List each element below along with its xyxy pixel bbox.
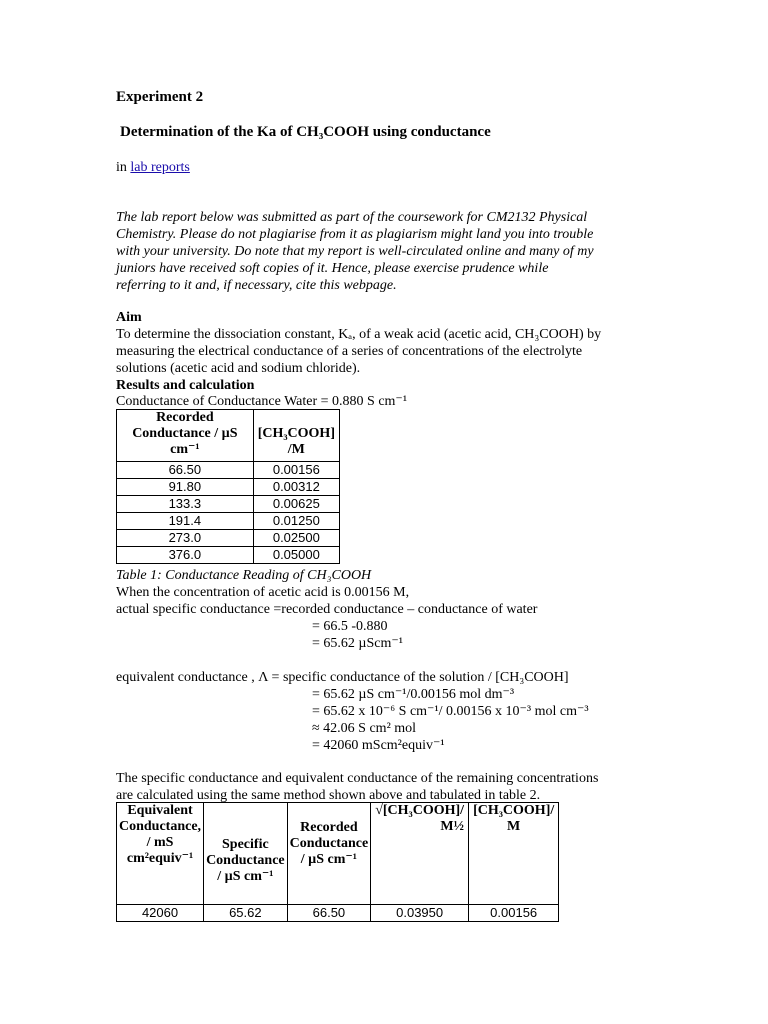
calc-equivalent-step: ≈ 42.06 S cm² mol <box>312 721 417 736</box>
table1-header-conductance: Recorded Conductance / µS cm⁻¹ <box>117 410 254 462</box>
disclaimer-line: Chemistry. Please do not plagiarise from it as plagiarism might land you into trouble <box>116 227 594 242</box>
disclaimer-line: referring to it and, if necessary, cite this webpage. <box>116 278 397 293</box>
category-prefix: in <box>116 160 127 175</box>
disclaimer-line: juniors have received soft copies of it. Hence, please exercise prudence while <box>116 261 549 276</box>
calc-equivalent-step: = 65.62 µS cm⁻¹/0.00156 mol dm⁻³ <box>312 687 515 702</box>
table-row: 66.50 0.00156 <box>117 462 340 479</box>
calc-equivalent-step: = 42060 mScm²equiv⁻¹ <box>312 738 445 753</box>
page-title: Experiment 2 <box>116 89 204 105</box>
disclaimer-line: with your university. Do note that my report is well-circulated online and many of my <box>116 244 594 259</box>
table1-caption: Table 1: Conductance Reading of CH₃COOH <box>116 568 372 583</box>
disclaimer-line: The lab report below was submitted as part of the coursework for CM2132 Physical <box>116 210 588 225</box>
aim-line: To determine the dissociation constant, Kₐ, of a weak acid (acetic acid, CH₃COOH) by <box>116 327 602 342</box>
conductance-table <box>116 409 340 564</box>
aim-line: solutions (acetic acid and sodium chloride). <box>116 361 361 376</box>
table-row: 91.80 0.00312 <box>117 479 340 496</box>
calc-step: = 66.5 -0.880 <box>312 619 388 634</box>
category-line <box>116 159 190 176</box>
table-row: 273.0 0.02500 <box>117 530 340 547</box>
calc-equivalent: equivalent conductance , Λ = specific conductance of the solution / [CH₃COOH] <box>116 670 569 685</box>
page-subtitle: Determination of the Ka of CH₃COOH using conductance <box>120 124 491 140</box>
calc-intro: When the concentration of acetic acid is 0.00156 M, <box>116 585 410 600</box>
table2-header-concentration: [CH₃COOH]/ M <box>469 803 559 905</box>
table-row: 133.3 0.00625 <box>117 496 340 513</box>
calc-actual: actual specific conductance =recorded conductance – conductance of water <box>116 602 538 617</box>
table2-header-specific: Specific Conductance / µS cm⁻¹ <box>204 803 288 905</box>
table-row: 191.4 0.01250 <box>117 513 340 530</box>
calc-step: = 65.62 µScm⁻¹ <box>312 636 403 651</box>
lab-reports-link[interactable]: lab reports <box>130 160 190 175</box>
calc-equivalent-step: = 65.62 x 10⁻⁶ S cm⁻¹/ 0.00156 x 10⁻³ mol cm⁻³ <box>312 704 589 719</box>
remaining-line: The specific conductance and equivalent conductance of the remaining concentrations <box>116 771 599 786</box>
results-heading: Results and calculation <box>116 378 255 393</box>
aim-heading: Aim <box>116 310 142 325</box>
aim-line: measuring the electrical conductance of a series of concentrations of the electrolyte <box>116 344 583 359</box>
table-row: 376.0 0.05000 <box>117 547 340 564</box>
table-row: 42060 65.62 66.50 0.03950 0.00156 <box>117 905 559 922</box>
equivalent-conductance-table <box>116 802 559 922</box>
table2-header-sqrt-concentration: √[CH₃COOH]/ M½ <box>371 803 469 905</box>
table2-header-equivalent: Equivalent Conductance, / mS cm²equiv⁻¹ <box>117 803 204 905</box>
table2-header-recorded: Recorded Conductance / µS cm⁻¹ <box>287 803 371 905</box>
water-conductance-line: Conductance of Conductance Water = 0.880 S cm⁻¹ <box>116 394 408 409</box>
table1-header-concentration: [CH₃COOH] /M <box>253 410 339 462</box>
remaining-line: are calculated using the same method shown above and tabulated in table 2. <box>116 788 541 803</box>
